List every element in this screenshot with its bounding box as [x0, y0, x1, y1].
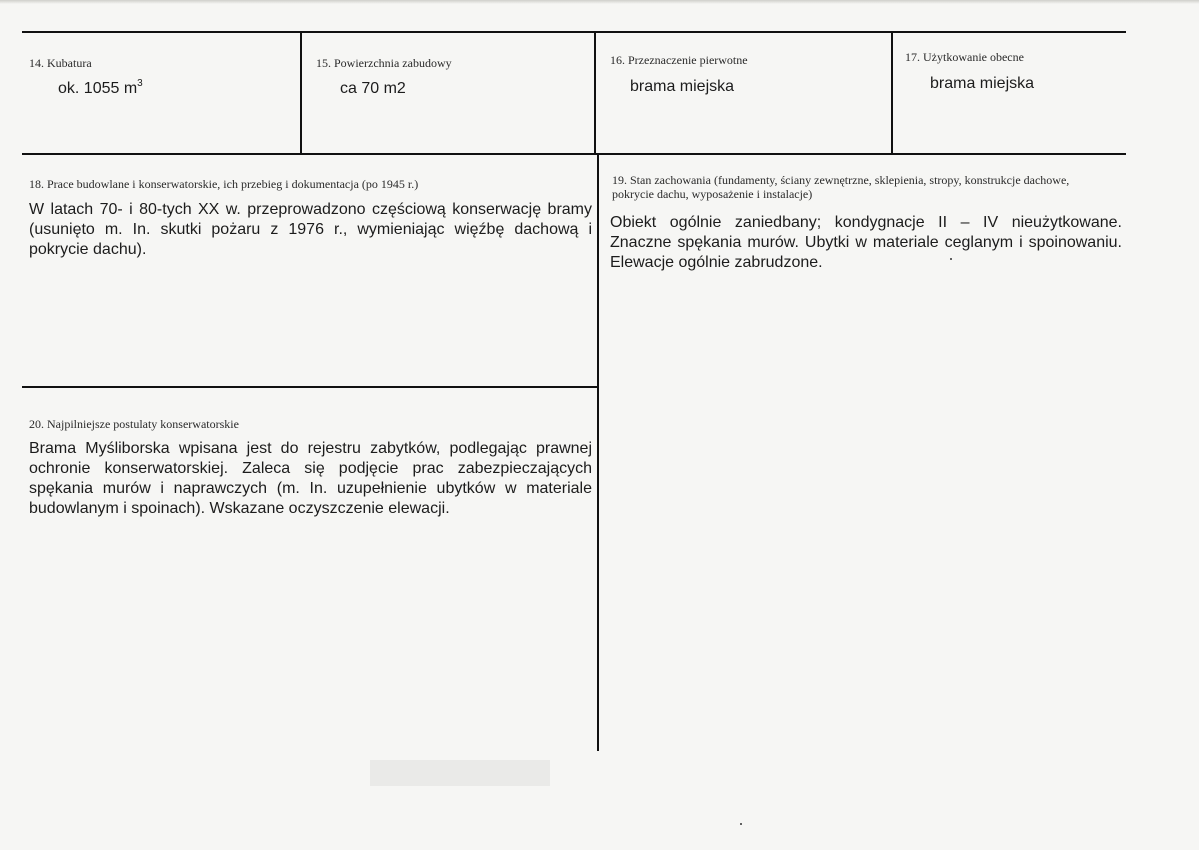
cell-17-label: 17. Użytkowanie obecne	[905, 50, 1024, 64]
cell-14-value-text: ok. 1055 m	[58, 80, 138, 97]
scan-speck	[740, 823, 742, 825]
cell-16-label: 16. Przeznaczenie pierwotne	[610, 53, 748, 67]
divider-15-16	[594, 31, 596, 155]
cell-20-text: Brama Myśliborska wpisana jest do rejestru zabytków, podlegając prawnej ochronie konserwatorskiej. Zaleca się podjęcie prac zabezpieczających spękania murów i naprawczych (m. In. uzupełnienie ubytków w materiale budowlanym i spoinach). Wskazane oczyszczenie elewacji.	[29, 440, 592, 517]
cell-20-label: 20. Najpilniejsze postulaty konserwatorskie	[29, 417, 239, 431]
top-border	[22, 31, 1126, 33]
cell-17-value: brama miejska	[930, 75, 1035, 92]
scan-smudge	[370, 760, 550, 786]
cell-14-value-sup: 3	[137, 77, 143, 89]
cell-19-text: Obiekt ogólnie zaniedbany; kondygnacje II – IV nieużytkowane. Znaczne spękania murów. Ubytki w materiale ceglanym i spoinowaniu. Elewacje ogólnie zabrudzone.	[610, 214, 1122, 271]
scan-speck	[950, 258, 952, 260]
row1-bottom-border	[22, 153, 1126, 155]
cell-18-label: 18. Prace budowlane i konserwatorskie, ich przebieg i dokumentacja (po 1945 r.)	[29, 177, 419, 191]
cell-19-label: 19. Stan zachowania (fundamenty, ściany zewnętrzne, sklepienia, stropy, konstrukcje dachowe, pokrycie dachu, wyposażenie i instalacje)	[612, 173, 1070, 201]
cell-14-label: 14. Kubatura	[29, 56, 92, 70]
divider-16-17	[891, 31, 893, 155]
scan-edge	[0, 0, 1199, 4]
cell-16-value: brama miejska	[630, 78, 735, 95]
cell-14-value	[58, 79, 143, 99]
cell-15-label: 15. Powierzchnia zabudowy	[316, 56, 452, 70]
divider-14-15	[300, 31, 302, 155]
cell-15-value: ca 70 m2	[340, 80, 406, 97]
cell18-bottom-border	[22, 386, 598, 388]
cell-18-text: W latach 70- i 80-tych XX w. przeprowadzono częściową konserwację bramy (usunięto m. In. skutki pożaru z 1976 r., wymieniając więźbę dachową i pokrycie dachu).	[29, 201, 592, 258]
divider-left-right	[597, 153, 599, 751]
